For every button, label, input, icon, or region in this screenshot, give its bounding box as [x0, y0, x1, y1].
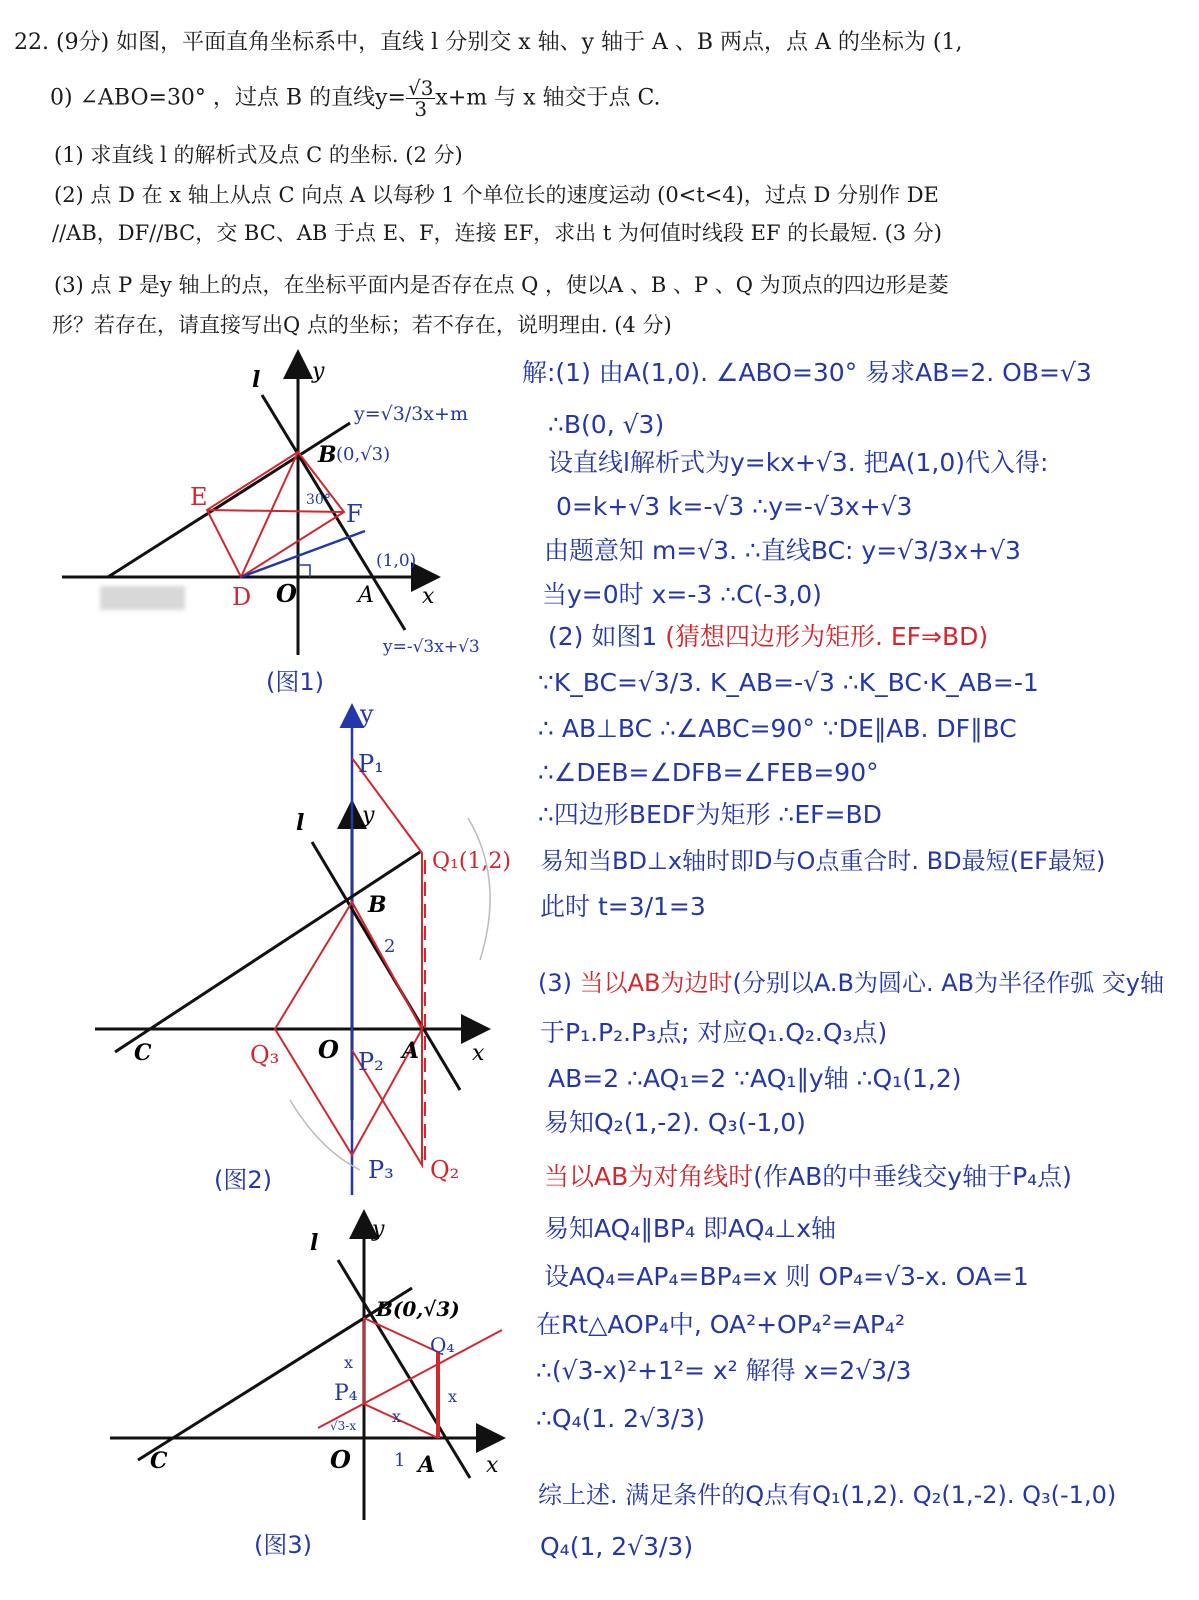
- fig2-line-bc: [115, 852, 420, 1052]
- fig1-label-b-coord: (0,√3): [336, 444, 391, 465]
- solution-line-7a: (2) 如图1: [548, 622, 658, 651]
- fig1-label-o: O: [276, 579, 297, 608]
- problem-number: 22.: [14, 30, 49, 55]
- solution-line-14a: (3): [538, 969, 580, 997]
- problem-part-3-line-1: (3) 点 P 是y 轴上的点，在坐标平面内是否存在点 Q ，使以A 、B 、P 、Q 为顶点的四边形是菱: [54, 273, 949, 297]
- fig1-caption: (图1): [266, 668, 324, 696]
- solution-line-5: 由题意知 m=√3. ∴直线BC: y=√3/3x+√3: [544, 536, 1021, 565]
- solution-line-15: 于P₁.P₂.P₃点; 对应Q₁.Q₂.Q₃点): [540, 1018, 888, 1047]
- fig3-label-x: x: [486, 1453, 499, 1478]
- fig2-label-q3: Q₃: [250, 1041, 280, 1069]
- solution-line-14c: (分别以A.B为圆心. AB为半径作弧 交y轴: [732, 969, 1164, 997]
- fig2-label-a: A: [402, 1038, 420, 1064]
- fig1-label-angle: 30°: [306, 492, 331, 508]
- solution-line-14: [538, 968, 1164, 998]
- solution-line-4: 0=k+√3 k=-√3 ∴y=-√3x+√3: [556, 492, 913, 521]
- fig1-label-line-bc: y=√3/3x+m: [354, 403, 468, 425]
- fig2-rhombus-1: [352, 758, 422, 1029]
- solution-line-1: 解:(1) 由A(1,0). ∠ABO=30° 易求AB=2. OB=√3: [522, 358, 1092, 387]
- fraction-numerator: √3: [407, 76, 434, 100]
- solution-line-18b: (作AB的中垂线交y轴于P₄点): [753, 1162, 1072, 1191]
- fig2-label-y: y: [360, 700, 374, 728]
- fig2-label-q1: Q₁(1,2): [432, 849, 512, 874]
- figure-3: [110, 1215, 502, 1520]
- solution-line-18a: 当以AB为对角线时: [544, 1162, 754, 1191]
- solution-line-19: 易知AQ₄∥BP₄ 即AQ₄⊥x轴: [544, 1214, 836, 1243]
- fig3-label-r3x: √3-x: [330, 1419, 357, 1433]
- solution-line-6: 当y=0时 x=-3 ∴C(-3,0): [542, 580, 822, 609]
- solution-line-8: ∵K_BC=√3/3. K_AB=-√3 ∴K_BC·K_AB=-1: [538, 668, 1039, 697]
- fig1-label-y: y: [312, 359, 325, 384]
- fig2-arc: [468, 818, 490, 960]
- fig2-label-two: 2: [384, 936, 396, 957]
- fig3-label-x2: x: [448, 1387, 458, 1406]
- fig2-caption: (图2): [214, 1166, 272, 1194]
- fig3-perp-bisector: [318, 1330, 502, 1428]
- problem-text-2a: 0) ∠ABO=30° ，过点 B 的直线y=: [50, 85, 406, 111]
- solution-line-17: 易知Q₂(1,-2). Q₃(-1,0): [544, 1108, 806, 1137]
- figure-2: [95, 700, 511, 1195]
- fig2-label-o: O: [318, 1035, 339, 1064]
- fig1-label-f: F: [346, 500, 363, 528]
- fig3-label-o: O: [330, 1445, 351, 1474]
- fig2-label-p3: P₃: [368, 1156, 394, 1184]
- fig3-label-p4: P₄: [334, 1381, 358, 1406]
- solution-line-23: ∴Q₄(1. 2√3/3): [536, 1404, 705, 1433]
- fig1-segment-ef: [207, 510, 344, 512]
- fig3-label-x1: x: [344, 1353, 354, 1372]
- solution-line-22: ∴(√3-x)²+1²= x² 解得 x=2√3/3: [536, 1356, 912, 1385]
- solution-line-3: 设直线l解析式为y=kx+√3. 把A(1,0)代入得:: [548, 448, 1049, 477]
- fig3-label-one: 1: [394, 1450, 406, 1471]
- problem-part-2-line-2: //AB，DF//BC，交 BC、AB 于点 E、F，连接 EF，求出 t 为何值时线段 EF 的长最短. (3 分): [52, 221, 942, 245]
- fig3-label-c: C: [150, 1448, 168, 1474]
- solution-line-13: 此时 t=3/1=3: [540, 892, 706, 921]
- problem-part-3-line-2: 形？若存在，请直接写出Q 点的坐标；若不存在，说明理由. (4 分): [52, 313, 672, 337]
- solution-line-25: Q₄(1, 2√3/3): [540, 1532, 694, 1561]
- fig1-label-l: l: [252, 367, 261, 393]
- fig2-label-x: x: [472, 1041, 485, 1066]
- fig1-label-d: D: [232, 583, 252, 611]
- problem-text-1: 如图，平面直角坐标系中，直线 l 分别交 x 轴、y 轴于 A 、B 两点，点 A 的坐标为 (1,: [116, 30, 963, 55]
- solution-line-18: [544, 1162, 1072, 1192]
- solution-line-24: 综上述. 满足条件的Q点有Q₁(1,2). Q₂(1,-2). Q₃(-1,0): [538, 1481, 1117, 1509]
- redacted-area: [100, 586, 185, 610]
- fig1-label-b: B: [318, 442, 337, 468]
- fig3-label-q4: Q₄: [430, 1333, 455, 1357]
- problem-part-1: (1) 求直线 l 的解析式及点 C 的坐标. (2 分): [54, 143, 463, 167]
- fig2-label-q2: Q₂: [430, 1156, 460, 1184]
- fraction-denominator: 3: [414, 97, 428, 121]
- solution-line-11: ∴四边形BEDF为矩形 ∴EF=BD: [538, 800, 882, 829]
- fig3-label-x3: x: [392, 1407, 402, 1426]
- fig3-label-l: l: [310, 1230, 319, 1256]
- solution-line-20: 设AQ₄=AP₄=BP₄=x 则 OP₄=√3-x. OA=1: [544, 1262, 1029, 1291]
- fig3-segment-bq4: [364, 1318, 438, 1352]
- fig2-label-l: l: [296, 810, 305, 836]
- solution-line-9: ∴ AB⊥BC ∴∠ABC=90° ∵DE∥AB. DF∥BC: [538, 714, 1017, 743]
- fig2-label-b: B: [368, 892, 387, 918]
- problem-text-2b: x+m 与 x 轴交于点 C.: [435, 85, 661, 111]
- solution-line-7: [548, 622, 988, 652]
- fig2-label-p2: P₂: [358, 1048, 384, 1076]
- fig1-label-a-coord: (1,0): [376, 551, 417, 571]
- solution-line-2: ∴B(0, √3): [548, 410, 665, 439]
- solution-line-14b: 当以AB为边时: [579, 969, 733, 997]
- fig1-label-x: x: [422, 584, 435, 609]
- fig3-label-a: A: [418, 1452, 436, 1478]
- fig1-label-a: A: [358, 583, 374, 608]
- solution-line-10: ∴∠DEB=∠DFB=∠FEB=90°: [538, 758, 879, 787]
- solution-line-16: AB=2 ∴AQ₁=2 ∵AQ₁∥y轴 ∴Q₁(1,2): [548, 1064, 962, 1093]
- fig1-label-e: E: [190, 483, 208, 511]
- fig1-label-line-ab: y=-√3x+√3: [383, 637, 480, 657]
- fig3-caption: (图3): [254, 1531, 312, 1559]
- fig2-label-y2: y: [362, 803, 375, 828]
- solution-line-7b: (猜想四边形为矩形. EF⇒BD): [665, 622, 989, 651]
- figure-1: [62, 355, 480, 657]
- fig1-right-angle: [298, 565, 310, 577]
- fig3-label-b: B(0,√3): [376, 1297, 460, 1321]
- problem-part-2-line-1: (2) 点 D 在 x 轴上从点 C 向点 A 以每秒 1 个单位长的速度运动 (0<t<4)，过点 D 分别作 DE: [54, 183, 939, 207]
- fig2-label-c: C: [134, 1040, 152, 1066]
- solution-line-21: 在Rt△AOP₄中, OA²+OP₄²=AP₄²: [536, 1310, 906, 1339]
- fig3-label-y: y: [372, 1217, 385, 1242]
- fig2-label-p1: P₁: [358, 750, 384, 778]
- solution-line-12: 易知当BD⊥x轴时即D与O点重合时. BD最短(EF最短): [540, 847, 1106, 875]
- problem-score: (9分): [56, 30, 110, 55]
